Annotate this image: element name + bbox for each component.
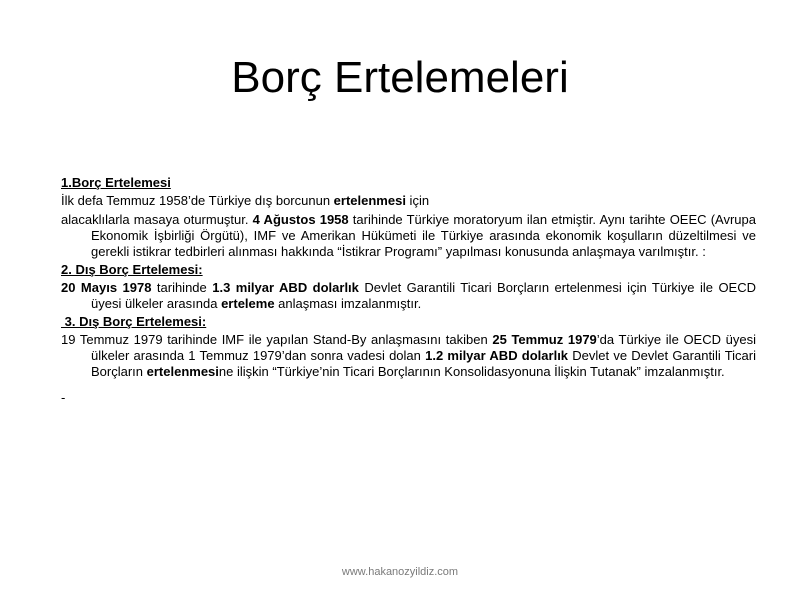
section-3-paragraph xyxy=(61,332,756,380)
bold-run: 20 Mayıs 1978 xyxy=(61,280,152,295)
bold-run: 1.3 milyar ABD dolarlık xyxy=(212,280,359,295)
text-run: için xyxy=(405,193,430,208)
section-1-first-line xyxy=(61,193,756,209)
text-run: anlaşması imzalanmıştır. xyxy=(274,296,422,311)
trailing-dash: - xyxy=(61,390,66,405)
slide-body xyxy=(61,175,756,406)
text-run: Devlet Garantili Ticari Borçların ertelenmesi için Türkiye ile OECD üyesi ülkeler arasında xyxy=(91,280,757,311)
section-2-paragraph xyxy=(61,280,756,312)
text-run: Devlet ve Devlet Garantili Ticari Borçların xyxy=(91,348,756,379)
bold-run: 1.2 milyar ABD dolarlık xyxy=(425,348,569,363)
bold-run: ertelenmesi xyxy=(146,364,219,379)
text-run: tarihinde xyxy=(151,280,213,295)
text-run: ’da Türkiye ile OECD üyesi ülkeler arasında 1 Temmuz 1979’dan sonra vadesi dolan xyxy=(91,332,756,363)
bold-run: ertelenmesi xyxy=(333,193,406,208)
footer-website: www.hakanozyildiz.com xyxy=(341,566,459,578)
section-2-heading: 2. Dış Borç Ertelemesi: xyxy=(61,262,203,277)
text-run: alacaklılarla masaya oturmuştur. xyxy=(61,212,253,227)
section-3-heading: 3. Dış Borç Ertelemesi: xyxy=(61,314,207,329)
text-run: 19 Temmuz 1979 tarihinde IMF ile yapılan Stand-By anlaşmasını takiben xyxy=(61,332,493,347)
text-run: ne ilişkin “Türkiye’nin Ticari Borçlarının Konsolidasyonuna İlişkin Tutanak” imzalanmıştır. xyxy=(218,364,725,379)
text-run: İlk defa Temmuz 1958’de Türkiye dış borcunun xyxy=(61,193,334,208)
bold-run: 4 Ağustos 1958 xyxy=(252,212,349,227)
slide-title: Borç Ertelemeleri xyxy=(231,53,569,102)
text-run: tarihinde Türkiye moratoryum ilan etmiştir. Aynı tarihte OEEC (Avrupa Ekonomik İşbirliği Örgütü), IMF ve Amerikan Hükümeti ile Türkiye arasında ekonomik koşulların düzeltilmesi ve gerekli istikrar tedbirleri alınması hakkında “İstikrar Programı” yapılması konusunda anlaşmaya varılmıştır. : xyxy=(91,212,756,259)
bold-run: 25 Temmuz 1979 xyxy=(492,332,597,347)
bold-run: erteleme xyxy=(221,296,275,311)
section-1-paragraph xyxy=(61,212,756,260)
section-1-heading: 1.Borç Ertelemesi xyxy=(61,175,171,190)
